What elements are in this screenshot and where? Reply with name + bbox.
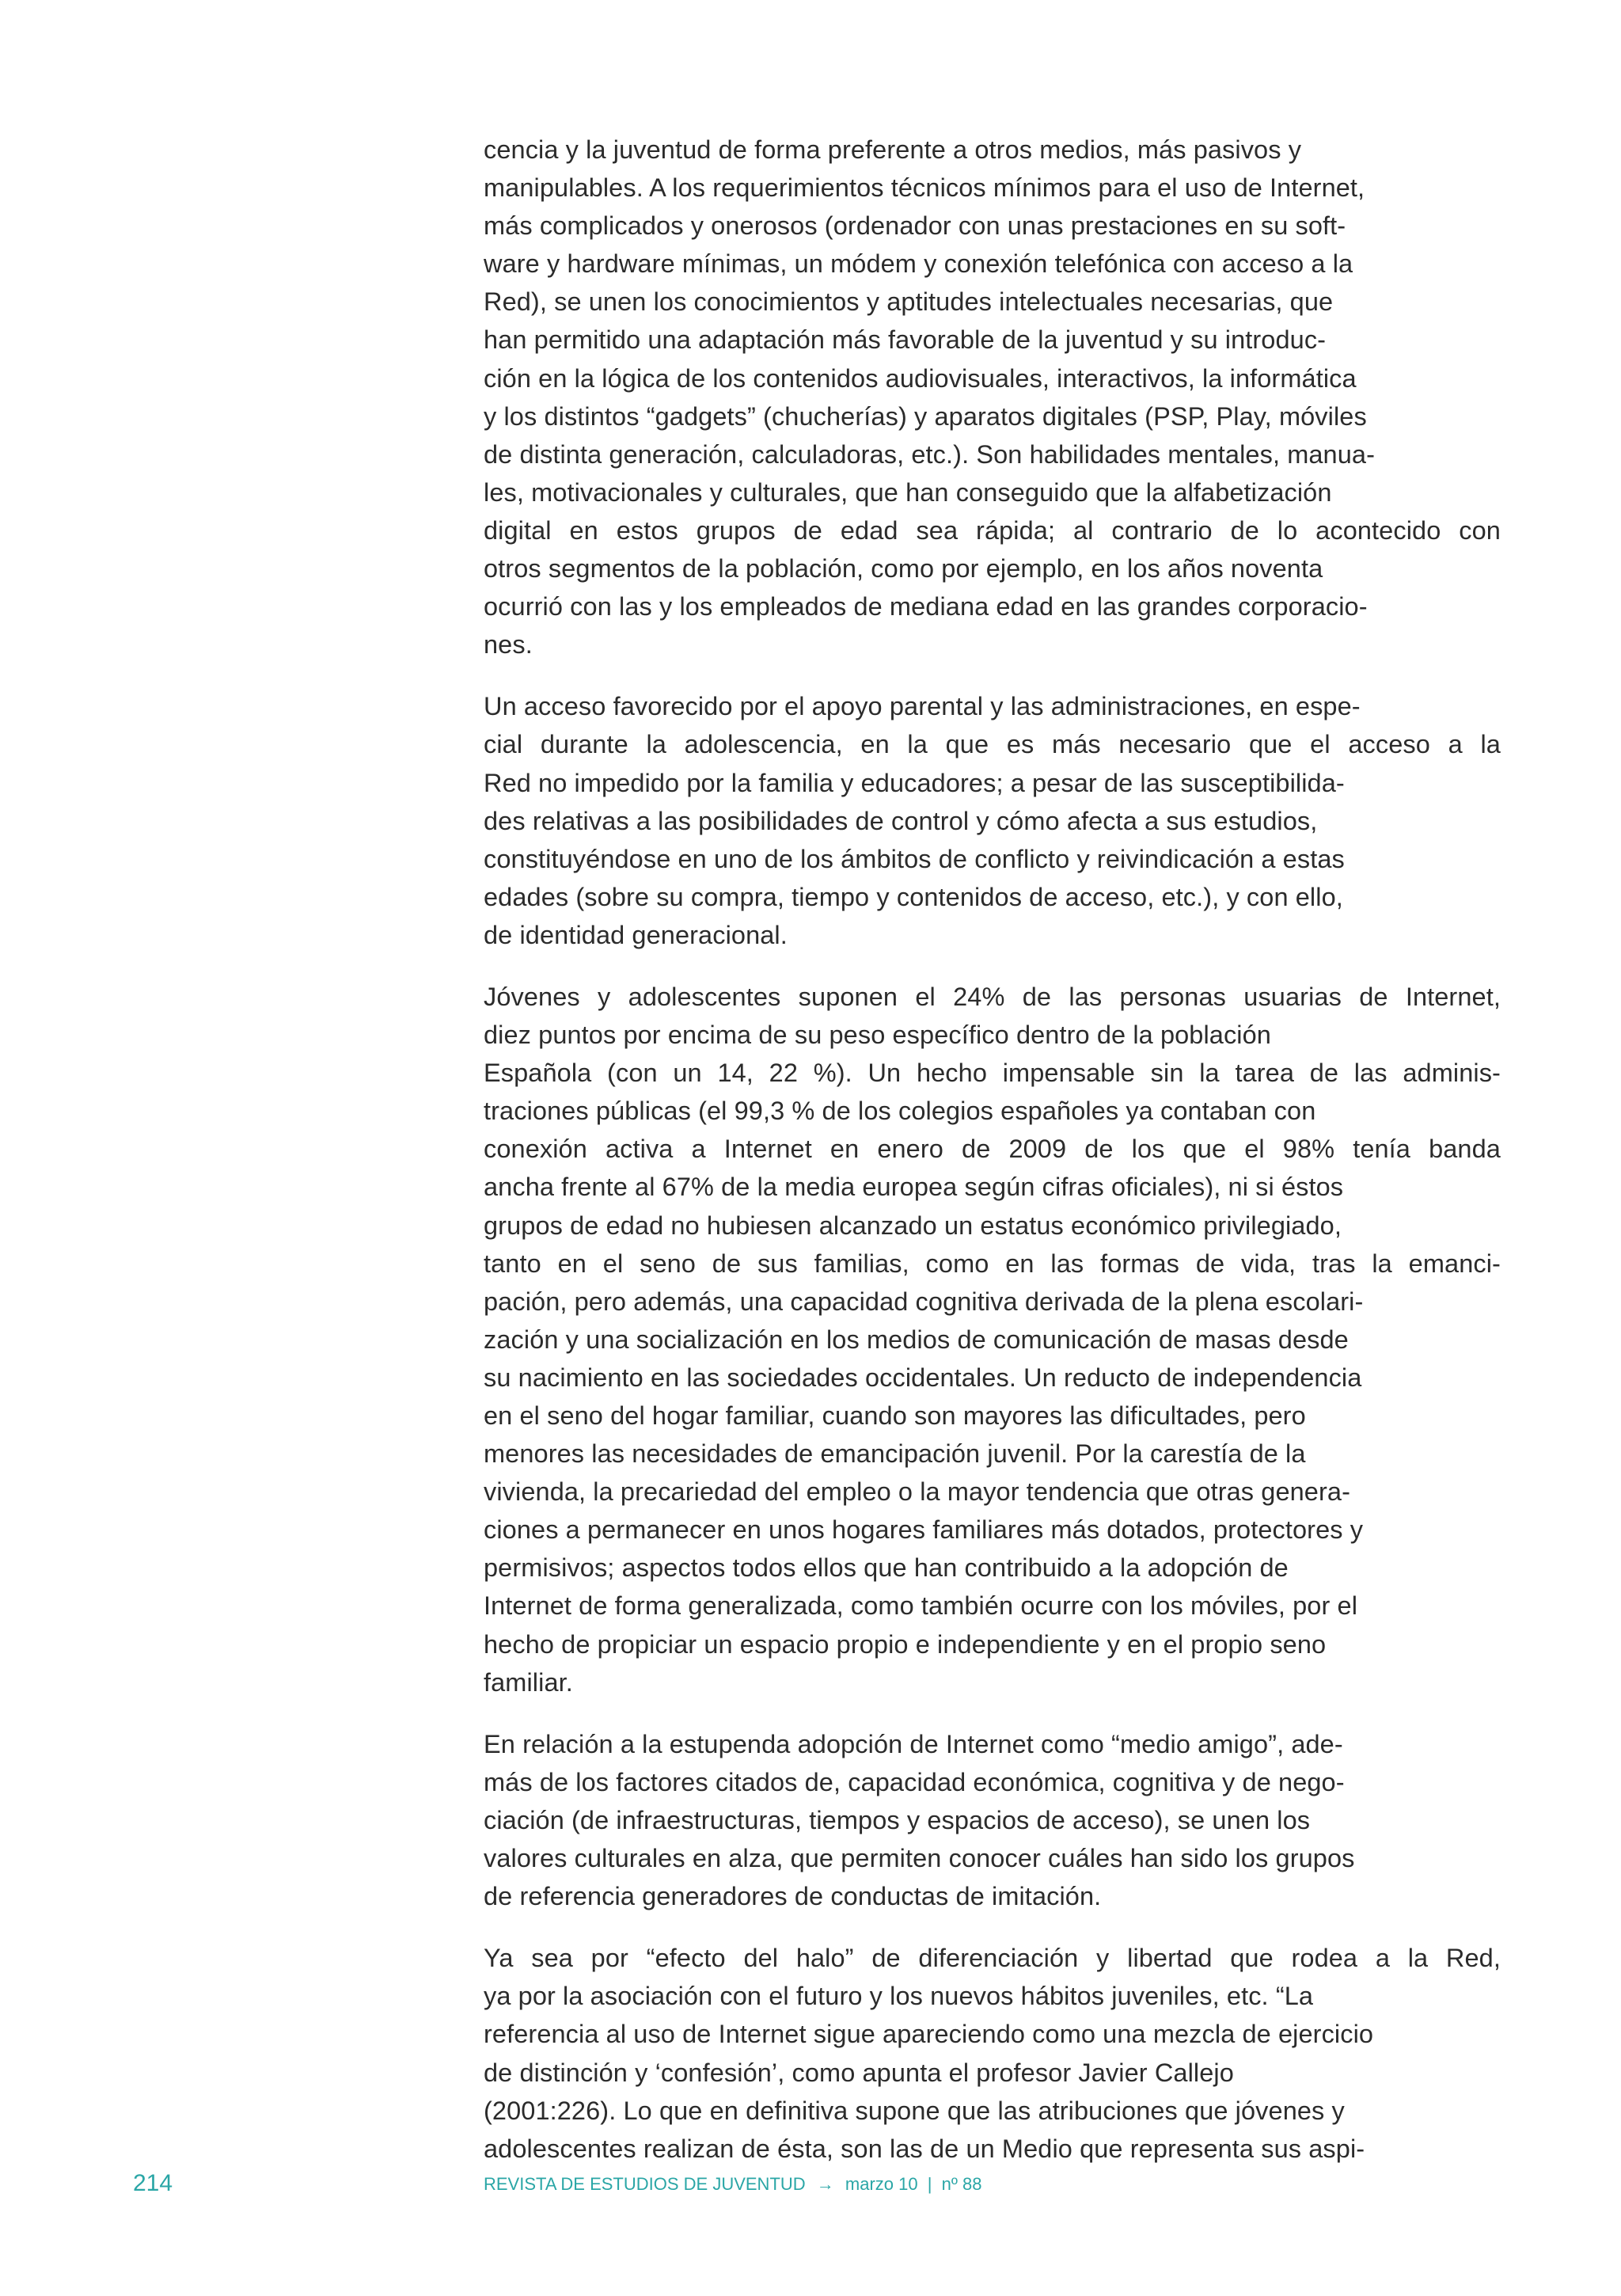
page-footer	[0, 2168, 1621, 2199]
text-line: les, motivacionales y culturales, que han conseguido que la alfabetización	[484, 477, 1332, 507]
text-line: hecho de propiciar un espacio propio e independiente y en el propio seno	[484, 1629, 1327, 1659]
text-line: Española (con un 14, 22 %). Un hecho impensable sin la tarea de las adminis-	[484, 1059, 1501, 1088]
text-line: de distinta generación, calculadoras, etc.). Son habilidades mentales, manua-	[484, 439, 1375, 469]
text-line: de identidad generacional.	[484, 920, 788, 949]
text-line: ciación (de infraestructuras, tiempos y espacios de acceso), se unen los	[484, 1805, 1311, 1834]
issue-date: marzo 10	[845, 2174, 918, 2195]
text-line: traciones públicas (el 99,3 % de los colegios españoles ya contaban con	[484, 1097, 1316, 1126]
text-line: ancha frente al 67% de la media europea según cifras oficiales), ni si éstos	[484, 1173, 1344, 1202]
text-line: zación y una socialización en los medios de comunicación de masas desde	[484, 1325, 1349, 1354]
text-line: pación, pero además, una capacidad cognitiva derivada de la plena escolari-	[484, 1287, 1364, 1316]
text-line: ciones a permanecer en unos hogares familiares más dotados, protectores y	[484, 1515, 1364, 1545]
text-line: referencia al uso de Internet sigue apareciendo como una mezcla de ejercicio	[484, 2020, 1374, 2049]
text-line: más complicados y onerosos (ordenador con unas prestaciones en su soft-	[484, 211, 1346, 241]
text-line: des relativas a las posibilidades de control y cómo afecta a sus estudios,	[484, 806, 1318, 835]
text-line: vivienda, la precariedad del empleo o la mayor tendencia que otras genera-	[484, 1477, 1351, 1507]
paragraph	[484, 687, 1501, 954]
text-line: Ya sea por “efecto del halo” de diferenciación y libertad que rodea a la Red,	[484, 1944, 1501, 1973]
text-line: más de los factores citados de, capacidad económica, cognitiva y de nego-	[484, 1767, 1345, 1796]
text-line: en el seno del hogar familiar, cuando son mayores las dificultades, pero	[484, 1401, 1306, 1430]
text-line: Jóvenes y adolescentes suponen el 24% de las personas usuarias de Internet,	[484, 982, 1501, 1011]
text-line: cial durante la adolescencia, en la que es más necesario que el acceso a la	[484, 730, 1501, 759]
text-line: grupos de edad no hubiesen alcanzado un estatus económico privilegiado,	[484, 1211, 1342, 1240]
arrow-right-icon: →	[816, 2174, 834, 2195]
text-line: diez puntos por encima de su peso específico dentro de la población	[484, 1021, 1271, 1050]
text-line: ción en la lógica de los contenidos audiovisuales, interactivos, la informática	[484, 363, 1357, 393]
text-line: nes.	[484, 630, 533, 660]
text-line: Red), se unen los conocimientos y aptitudes intelectuales necesarias, que	[484, 287, 1334, 317]
paragraph	[484, 978, 1501, 1701]
paragraph	[484, 131, 1501, 663]
text-line: edades (sobre su compra, tiempo y contenidos de acceso, etc.), y con ello,	[484, 882, 1343, 911]
page-number: 214	[133, 2170, 173, 2196]
text-line: ocurrió con las y los empleados de mediana edad en las grandes corporacio-	[484, 592, 1368, 622]
text-line: Internet de forma generalizada, como también ocurre con los móviles, por el	[484, 1591, 1358, 1621]
text-line: manipulables. A los requerimientos técnicos mínimos para el uso de Internet,	[484, 173, 1365, 203]
running-head	[484, 2168, 981, 2200]
paragraph	[484, 1939, 1501, 2168]
text-line: conexión activa a Internet en enero de 2009 de los que el 98% tenía banda	[484, 1135, 1501, 1164]
text-line: (2001:226). Lo que en definitiva supone que las atribuciones que jóvenes y	[484, 2096, 1345, 2125]
text-line: En relación a la estupenda adopción de Internet como “medio amigo”, ade-	[484, 1729, 1343, 1758]
text-line: menores las necesidades de emancipación juvenil. Por la carestía de la	[484, 1439, 1306, 1469]
text-line: digital en estos grupos de edad sea rápida; al contrario de lo acontecido con	[484, 515, 1501, 545]
text-line: permisivos; aspectos todos ellos que han contribuido a la adopción de	[484, 1553, 1289, 1583]
text-line: de referencia generadores de conductas de imitación.	[484, 1882, 1102, 1911]
text-line: tanto en el seno de sus familias, como en las formas de vida, tras la emanci-	[484, 1249, 1501, 1278]
text-line: valores culturales en alza, que permiten conocer cuáles han sido los grupos	[484, 1844, 1355, 1873]
text-line: cencia y la juventud de forma preferente a otros medios, más pasivos y	[484, 135, 1302, 164]
text-line: otros segmentos de la población, como por ejemplo, en los años noventa	[484, 554, 1323, 584]
body-text	[484, 131, 1501, 2191]
text-line: han permitido una adaptación más favorable de la juventud y su introduc-	[484, 325, 1327, 355]
text-line: constituyéndose en uno de los ámbitos de conflicto y reivindicación a estas	[484, 844, 1345, 873]
issue-number: nº 88	[941, 2174, 982, 2195]
text-line: de distinción y ‘confesión’, como apunta el profesor Javier Callejo	[484, 2058, 1234, 2087]
text-line: Un acceso favorecido por el apoyo parental y las administraciones, en espe-	[484, 692, 1361, 721]
text-line: y los distintos “gadgets” (chucherías) y aparatos digitales (PSP, Play, móviles	[484, 401, 1367, 431]
text-line: Red no impedido por la familia y educadores; a pesar de las susceptibilida-	[484, 768, 1345, 797]
text-line: adolescentes realizan de ésta, son las de un Medio que representa sus aspi-	[484, 2134, 1365, 2163]
text-line: familiar.	[484, 1667, 573, 1697]
text-line: ya por la asociación con el futuro y los nuevos hábitos juveniles, etc. “La	[484, 1982, 1314, 2011]
text-line: ware y hardware mínimas, un módem y conexión telefónica con acceso a la	[484, 249, 1353, 279]
paragraph	[484, 1725, 1501, 1915]
text-line: su nacimiento en las sociedades occidentales. Un reducto de independencia	[484, 1363, 1362, 1392]
separator-icon: |	[927, 2174, 932, 2195]
journal-title: REVISTA DE ESTUDIOS DE JUVENTUD	[484, 2174, 806, 2195]
